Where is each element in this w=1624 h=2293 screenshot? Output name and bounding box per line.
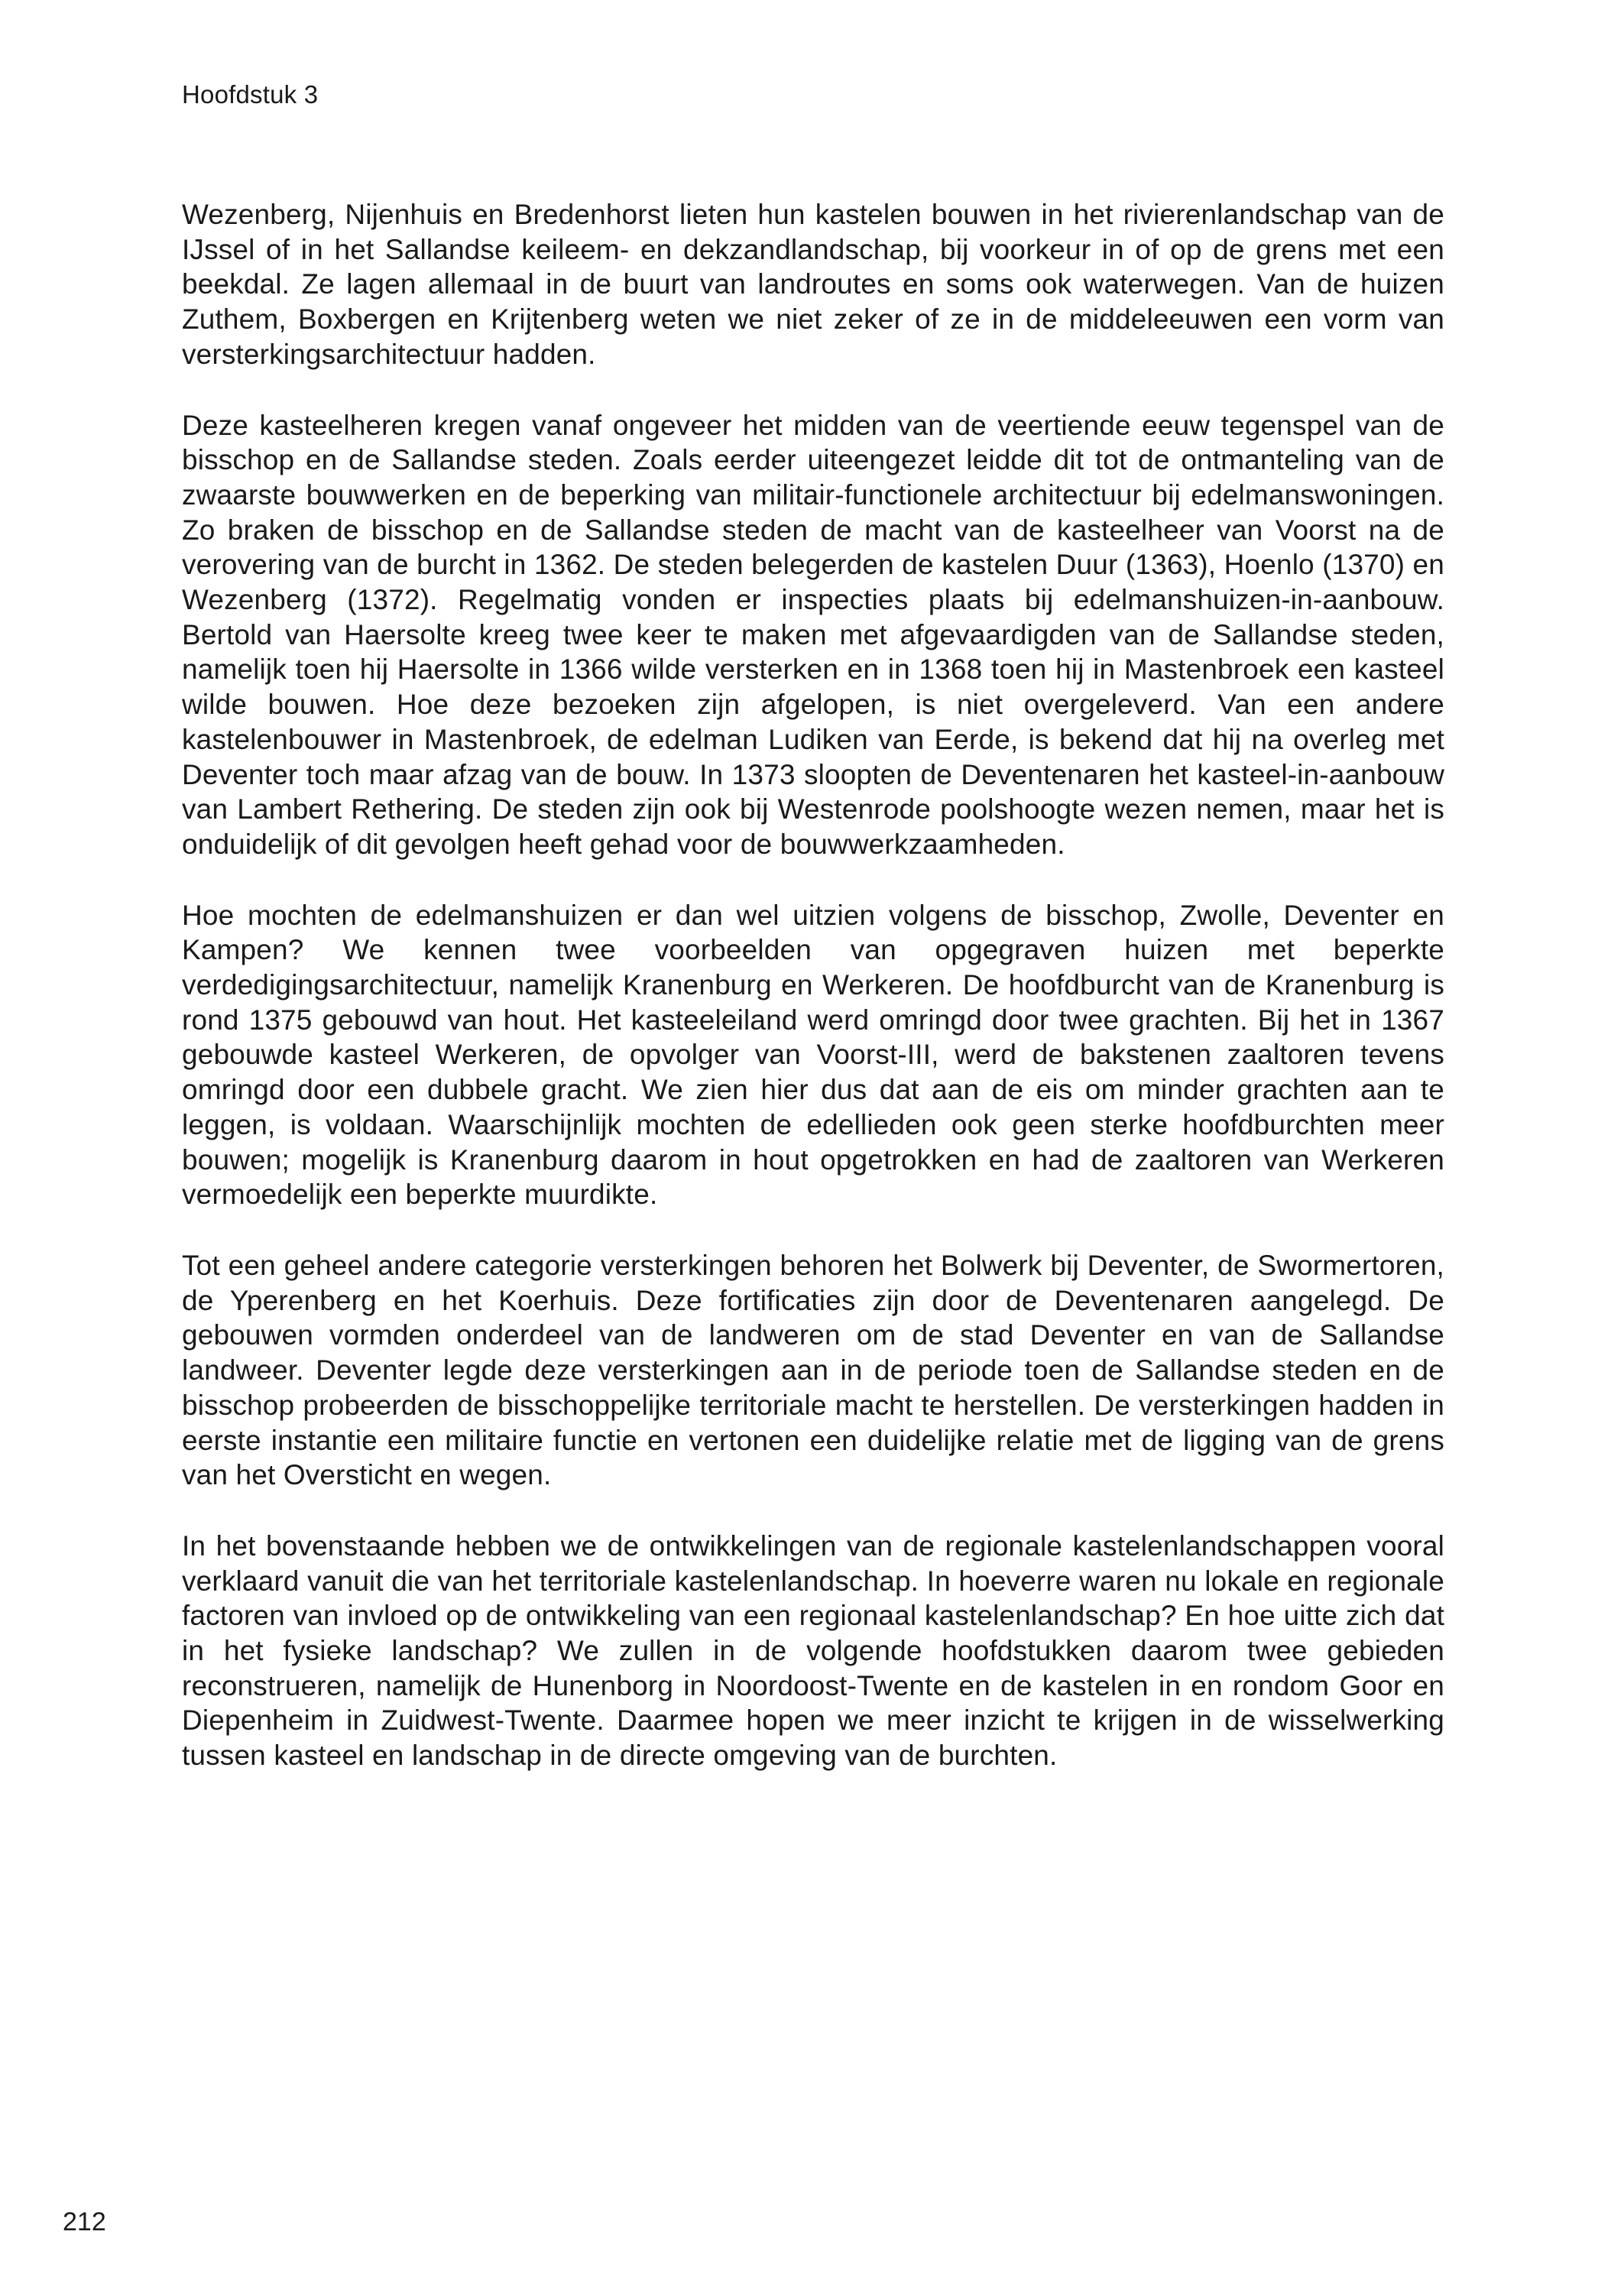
paragraph-4: Tot een geheel andere categorie versterkingen behoren het Bolwerk bij Deventer, de Swormertoren, de Yperenberg en het Koerhuis. Deze fortificaties zijn door de Deventenaren aangelegd. De gebouwen vormden onderdeel van de landweren om de stad Deventer en van de Sallandse landweer. Deventer legde deze versterkingen aan in de periode toen de Sallandse steden en de bisschop probeerden de bisschoppelijke territoriale macht te herstellen. De versterkingen hadden in eerste instantie een militaire functie en vertonen een duidelijke relatie met de ligging van de grens van het Oversticht en wegen. xyxy=(182,1249,1444,1491)
paragraph-3: Hoe mochten de edelmanshuizen er dan wel uitzien volgens de bisschop, Zwolle, Deventer en Kampen? We kennen twee voorbeelden van opgegraven huizen met beperkte verdedigingsarchitectuur, namelijk Kranenburg en Werkeren. De hoofdburcht van de Kranenburg is rond 1375 gebouwd van hout. Het kasteeleiland werd omringd door twee grachten. Bij het in 1367 gebouwde kasteel Werkeren, de opvolger van Voorst-III, werd de bakstenen zaaltoren tevens omringd door een dubbele gracht. We zien hier dus dat aan de eis om minder grachten aan te leggen, is voldaan. Waarschijnlijk mochten de edellieden ook geen sterke hoofdburchten meer bouwen; mogelijk is Kranenburg daarom in hout opgetrokken en had de zaaltoren van Werkeren vermoedelijk een beperkte muurdikte. xyxy=(182,899,1444,1211)
running-header: Hoofdstuk 3 xyxy=(182,80,319,109)
page-number: 212 xyxy=(63,2207,106,2236)
paragraph-5: In het bovenstaande hebben we de ontwikkelingen van de regionale kastelenlandschappen vooral verklaard vanuit die van het territoriale kastelenlandschap. In hoeverre waren nu lokale en regionale factoren van invloed op de ontwikkeling van een regionaal kastelenlandschap? En hoe uitte zich dat in het fysieke landschap? We zullen in de volgende hoofdstukken daarom twee gebieden reconstrueren, namelijk de Hunenborg in Noordoost-Twente en de kastelen in en rondom Goor en Diepenheim in Zuidwest-Twente. Daarmee hopen we meer inzicht te krijgen in de wisselwerking tussen kasteel en landschap in de directe omgeving van de burchten. xyxy=(182,1529,1444,1772)
paragraph-1: Wezenberg, Nijenhuis en Bredenhorst lieten hun kastelen bouwen in het rivierenlandschap van de IJssel of in het Sallandse keileem- en dekzandlandschap, bij voorkeur in of op de grens met een beekdal. Ze lagen allemaal in de buurt van landroutes en soms ook waterwegen. Van de huizen Zuthem, Boxbergen en Krijtenberg weten we niet zeker of ze in de middeleeuwen een vorm van versterkingsarchitectuur hadden. xyxy=(182,199,1444,370)
paragraph-2: Deze kasteelheren kregen vanaf ongeveer het midden van de veertiende eeuw tegenspel van de bisschop en de Sallandse steden. Zoals eerder uiteengezet leidde dit tot de ontmanteling van de zwaarste bouwwerken en de beperking van militair-functionele architectuur bij edelmanswoningen. Zo braken de bisschop en de Sallandse steden de macht van de kasteelheer van Voorst na de verovering van de burcht in 1362. De steden belegerden de kastelen Duur (1363), Hoenlo (1370) en Wezenberg (1372). Regelmatig vonden er inspecties plaats bij edelmanshuizen-in-aanbouw. Bertold van Haersolte kreeg twee keer te maken met afgevaardigden van de Sallandse steden, namelijk toen hij Haersolte in 1366 wilde versterken en in 1368 toen hij in Mastenbroek een kasteel wilde bouwen. Hoe deze bezoeken zijn afgelopen, is niet overgeleverd. Van een andere kastelenbouwer in Mastenbroek, de edelman Ludiken van Eerde, is bekend dat hij na overleg met Deventer toch maar afzag van de bouw. In 1373 sloopten de Deventenaren het kasteel-in-aanbouw van Lambert Rethering. De steden zijn ook bij Westenrode poolshoogte wezen nemen, maar het is onduidelijk of dit gevolgen heeft gehad voor de bouwwerkzaamheden. xyxy=(182,409,1444,860)
body-text xyxy=(182,197,1444,1809)
